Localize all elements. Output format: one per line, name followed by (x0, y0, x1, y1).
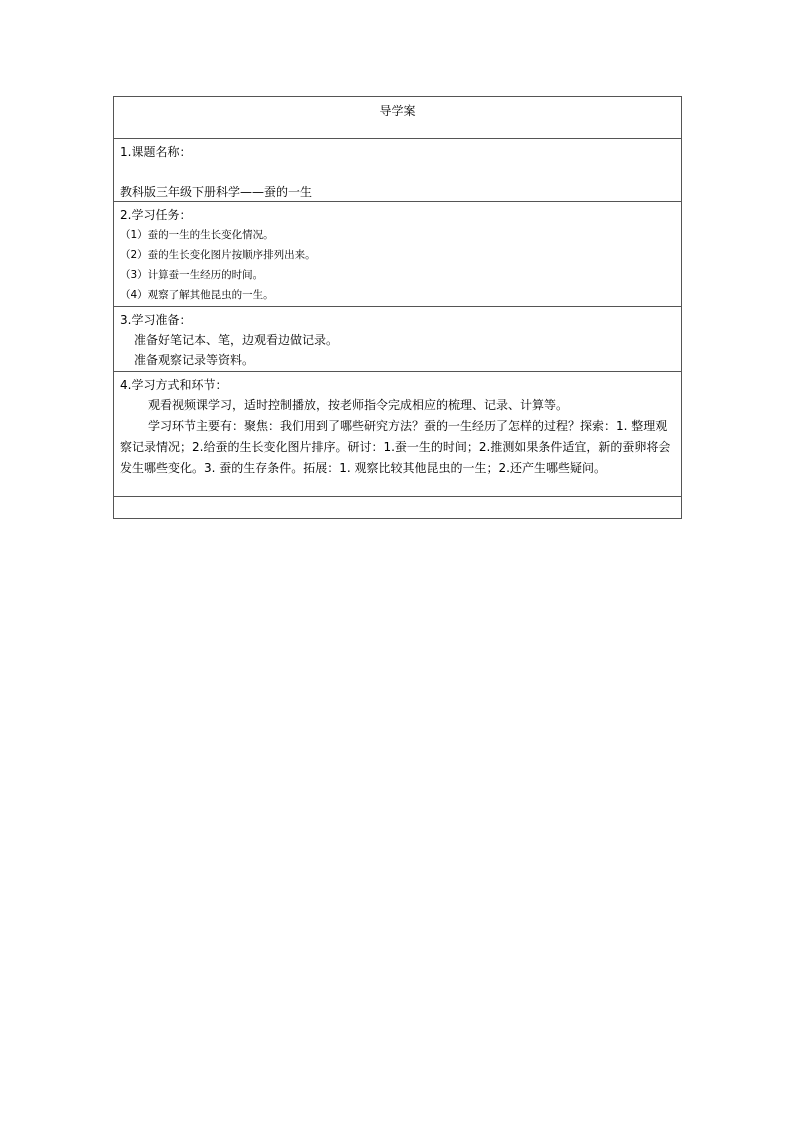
empty-row (114, 497, 681, 518)
topic-section (114, 139, 681, 202)
topic-value: 教科版三年级下册科学——蚕的一生 (120, 185, 313, 199)
tasks-heading: 2.学习任务： (120, 208, 192, 222)
task-item: （2）蚕的生长变化图片按顺序排列出来。 (120, 249, 316, 261)
preparation-section (114, 307, 681, 372)
task-item: （3）计算蚕一生经历的时间。 (120, 269, 264, 281)
method-section (114, 372, 681, 497)
method-heading: 4.学习方式和环节： (120, 378, 228, 392)
preparation-heading: 3.学习准备： (120, 313, 192, 327)
table-title-row (114, 97, 681, 139)
preparation-item: 准备观察记录等资料。 (134, 353, 255, 367)
study-guide-table (113, 96, 682, 519)
table-title: 导学案 (379, 104, 416, 118)
preparation-item: 准备好笔记本、笔，边观看边做记录。 (134, 333, 339, 347)
topic-heading: 1.课题名称： (120, 145, 192, 159)
tasks-section (114, 202, 681, 307)
method-paragraph: 观看视频课学习，适时控制播放，按老师指令完成相应的梳理、记录、计算等。 (148, 398, 569, 412)
task-item: （4）观察了解其他昆虫的一生。 (120, 289, 274, 301)
method-paragraph: 学习环节主要有：聚焦：我们用到了哪些研究方法？蚕的一生经历了怎样的过程？探索：1. 整理观察记录情况；2.给蚕的生长变化图片排序。研讨：1.蚕一生的时间；2.推测如果条件适宜，新的蚕卵将会发生哪些变化。3. 蚕的生存条件。拓展：1. 观察比较其他昆虫的一生；2.还产生哪些疑问。 (120, 419, 671, 475)
task-item: （1）蚕的一生的生长变化情况。 (120, 229, 274, 241)
